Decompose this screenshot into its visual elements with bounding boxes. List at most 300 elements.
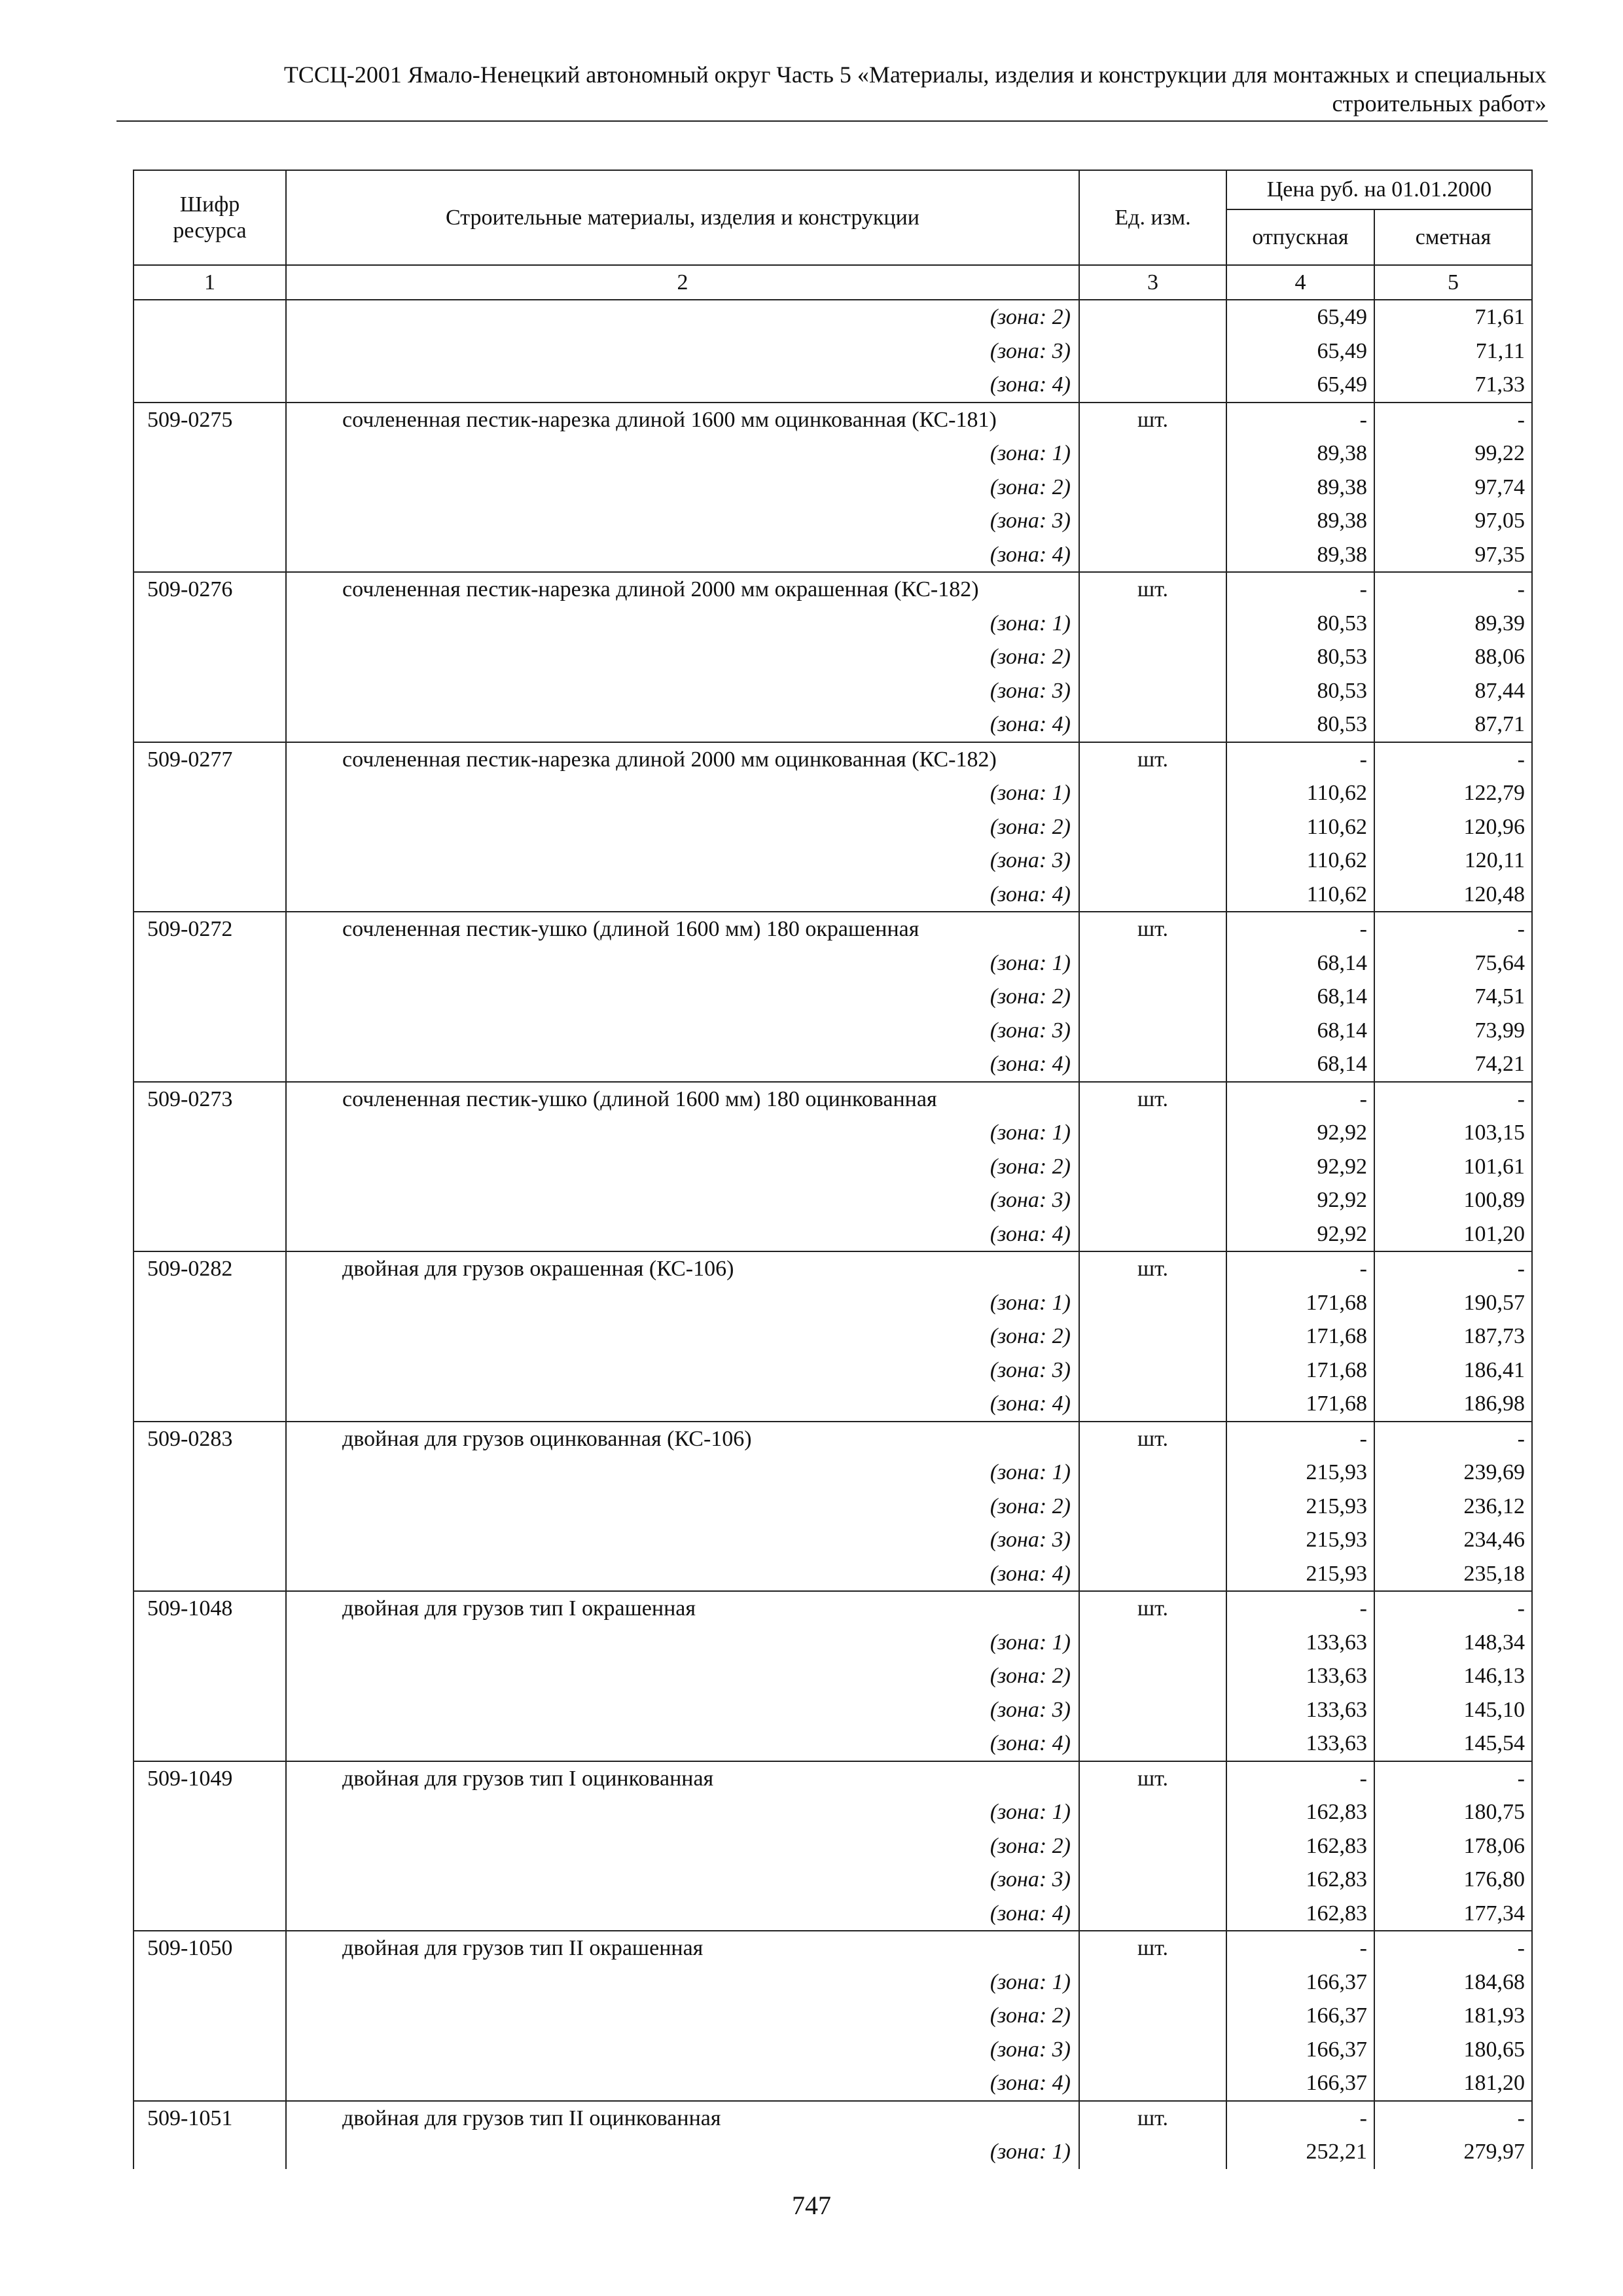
estimate-price: - bbox=[1374, 1251, 1532, 1286]
unit-of-measure bbox=[1079, 1286, 1226, 1320]
resource-code bbox=[134, 1387, 286, 1422]
item-row bbox=[134, 742, 1532, 777]
zone-row bbox=[134, 1965, 1532, 2000]
release-price: 80,53 bbox=[1226, 607, 1374, 641]
unit-of-measure bbox=[1079, 334, 1226, 368]
release-price: 133,63 bbox=[1226, 1693, 1374, 1727]
zone-row bbox=[134, 1626, 1532, 1660]
resource-code bbox=[134, 1116, 286, 1150]
unit-of-measure bbox=[1079, 1047, 1226, 1082]
resource-code: 509-1050 bbox=[134, 1931, 286, 1965]
estimate-price: 97,35 bbox=[1374, 538, 1532, 573]
release-price: 215,93 bbox=[1226, 1557, 1374, 1592]
release-price: 166,37 bbox=[1226, 2033, 1374, 2067]
resource-code bbox=[134, 1965, 286, 2000]
unit-of-measure bbox=[1079, 1014, 1226, 1048]
zone-label: (зона: 1) bbox=[286, 1286, 1079, 1320]
zone-row bbox=[134, 708, 1532, 742]
release-price: - bbox=[1226, 1761, 1374, 1796]
zone-label: (зона: 2) bbox=[286, 1999, 1079, 2033]
estimate-price: 71,11 bbox=[1374, 334, 1532, 368]
unit-of-measure: шт. bbox=[1079, 1422, 1226, 1456]
unit-of-measure bbox=[1079, 708, 1226, 742]
estimate-price: 101,20 bbox=[1374, 1217, 1532, 1252]
release-price: - bbox=[1226, 572, 1374, 607]
resource-code bbox=[134, 1659, 286, 1693]
estimate-price: 178,06 bbox=[1374, 1829, 1532, 1863]
zone-label: (зона: 1) bbox=[286, 2135, 1079, 2169]
item-row bbox=[134, 2101, 1532, 2136]
unit-of-measure bbox=[1079, 1354, 1226, 1388]
unit-of-measure: шт. bbox=[1079, 1591, 1226, 1626]
zone-row bbox=[134, 1557, 1532, 1592]
zone-row bbox=[134, 640, 1532, 674]
zone-row bbox=[134, 334, 1532, 368]
release-price: 68,14 bbox=[1226, 1047, 1374, 1082]
zone-row bbox=[134, 1999, 1532, 2033]
resource-code bbox=[134, 538, 286, 573]
estimate-price: 176,80 bbox=[1374, 1863, 1532, 1897]
unit-of-measure: шт. bbox=[1079, 1082, 1226, 1117]
material-name: сочлененная пестик-нарезка длиной 2000 мм оцинкованная (КС-182) bbox=[286, 742, 1079, 777]
resource-code bbox=[134, 334, 286, 368]
resource-code bbox=[134, 674, 286, 708]
resource-code bbox=[134, 607, 286, 641]
estimate-price: 181,93 bbox=[1374, 1999, 1532, 2033]
zone-label: (зона: 3) bbox=[286, 1354, 1079, 1388]
release-price: 166,37 bbox=[1226, 1965, 1374, 2000]
estimate-price: 100,89 bbox=[1374, 1183, 1532, 1217]
resource-code bbox=[134, 1456, 286, 1490]
resource-code bbox=[134, 1626, 286, 1660]
unit-of-measure bbox=[1079, 1897, 1226, 1931]
unit-of-measure bbox=[1079, 504, 1226, 538]
column-number: 3 bbox=[1079, 265, 1226, 300]
header-code: Шифр ресурса bbox=[134, 170, 286, 265]
release-price: 68,14 bbox=[1226, 1014, 1374, 1048]
unit-of-measure: шт. bbox=[1079, 1931, 1226, 1965]
zone-row bbox=[134, 1014, 1532, 1048]
unit-of-measure bbox=[1079, 1693, 1226, 1727]
release-price: 215,93 bbox=[1226, 1456, 1374, 1490]
resource-code: 509-0276 bbox=[134, 572, 286, 607]
zone-row bbox=[134, 844, 1532, 878]
zone-row bbox=[134, 1387, 1532, 1422]
release-price: 215,93 bbox=[1226, 1523, 1374, 1557]
material-name: двойная для грузов окрашенная (КС-106) bbox=[286, 1251, 1079, 1286]
material-name: сочлененная пестик-нарезка длиной 1600 мм оцинкованная (КС-181) bbox=[286, 403, 1079, 437]
material-name: двойная для грузов тип I оцинкованная bbox=[286, 1761, 1079, 1796]
resource-code bbox=[134, 2066, 286, 2101]
unit-of-measure bbox=[1079, 878, 1226, 912]
release-price: 110,62 bbox=[1226, 878, 1374, 912]
resource-code bbox=[134, 1286, 286, 1320]
zone-label: (зона: 1) bbox=[286, 1965, 1079, 2000]
resource-code: 509-0275 bbox=[134, 403, 286, 437]
resource-code: 509-0283 bbox=[134, 1422, 286, 1456]
estimate-price: 120,96 bbox=[1374, 810, 1532, 844]
zone-label: (зона: 3) bbox=[286, 1183, 1079, 1217]
estimate-price: 186,98 bbox=[1374, 1387, 1532, 1422]
unit-of-measure bbox=[1079, 471, 1226, 505]
estimate-price: 74,51 bbox=[1374, 980, 1532, 1014]
material-name: двойная для грузов оцинкованная (КС-106) bbox=[286, 1422, 1079, 1456]
unit-of-measure bbox=[1079, 1727, 1226, 1761]
price-table bbox=[133, 170, 1533, 2169]
estimate-price: 122,79 bbox=[1374, 776, 1532, 810]
zone-row bbox=[134, 1217, 1532, 1252]
resource-code bbox=[134, 504, 286, 538]
unit-of-measure bbox=[1079, 300, 1226, 334]
unit-of-measure: шт. bbox=[1079, 1251, 1226, 1286]
zone-row bbox=[134, 1150, 1532, 1184]
zone-row bbox=[134, 946, 1532, 980]
release-price: 171,68 bbox=[1226, 1286, 1374, 1320]
material-name: двойная для грузов тип II оцинкованная bbox=[286, 2101, 1079, 2136]
resource-code: 509-0272 bbox=[134, 912, 286, 946]
item-row bbox=[134, 1761, 1532, 1796]
estimate-price: 177,34 bbox=[1374, 1897, 1532, 1931]
header-price-group: Цена руб. на 01.01.2000 bbox=[1226, 170, 1532, 209]
unit-of-measure: шт. bbox=[1079, 1761, 1226, 1796]
zone-label: (зона: 4) bbox=[286, 1897, 1079, 1931]
estimate-price: 71,61 bbox=[1374, 300, 1532, 334]
resource-code bbox=[134, 437, 286, 471]
zone-label: (зона: 2) bbox=[286, 980, 1079, 1014]
release-price: 162,83 bbox=[1226, 1863, 1374, 1897]
header-name: Строительные материалы, изделия и конструкции bbox=[286, 170, 1079, 265]
resource-code bbox=[134, 1354, 286, 1388]
zone-label: (зона: 4) bbox=[286, 1217, 1079, 1252]
estimate-price: 180,65 bbox=[1374, 2033, 1532, 2067]
header-release-price: отпускная bbox=[1226, 209, 1374, 265]
release-price: - bbox=[1226, 1082, 1374, 1117]
release-price: 166,37 bbox=[1226, 1999, 1374, 2033]
release-price: 92,92 bbox=[1226, 1217, 1374, 1252]
zone-label: (зона: 4) bbox=[286, 1387, 1079, 1422]
resource-code bbox=[134, 844, 286, 878]
unit-of-measure bbox=[1079, 844, 1226, 878]
material-name: сочлененная пестик-ушко (длиной 1600 мм) 180 окрашенная bbox=[286, 912, 1079, 946]
resource-code: 509-0277 bbox=[134, 742, 286, 777]
zone-row bbox=[134, 471, 1532, 505]
zone-label: (зона: 2) bbox=[286, 1829, 1079, 1863]
zone-label: (зона: 3) bbox=[286, 1523, 1079, 1557]
zone-label: (зона: 4) bbox=[286, 1557, 1079, 1592]
item-row bbox=[134, 1931, 1532, 1965]
zone-label: (зона: 1) bbox=[286, 607, 1079, 641]
unit-of-measure: шт. bbox=[1079, 572, 1226, 607]
material-name: сочлененная пестик-нарезка длиной 2000 мм окрашенная (КС-182) bbox=[286, 572, 1079, 607]
zone-row bbox=[134, 504, 1532, 538]
release-price: 65,49 bbox=[1226, 300, 1374, 334]
unit-of-measure bbox=[1079, 607, 1226, 641]
release-price: 133,63 bbox=[1226, 1727, 1374, 1761]
estimate-price: 89,39 bbox=[1374, 607, 1532, 641]
zone-row bbox=[134, 878, 1532, 912]
resource-code bbox=[134, 1897, 286, 1931]
zone-row bbox=[134, 1897, 1532, 1931]
resource-code bbox=[134, 946, 286, 980]
release-price: 133,63 bbox=[1226, 1626, 1374, 1660]
unit-of-measure bbox=[1079, 776, 1226, 810]
zone-row bbox=[134, 1456, 1532, 1490]
release-price: - bbox=[1226, 1422, 1374, 1456]
release-price: 89,38 bbox=[1226, 504, 1374, 538]
item-row bbox=[134, 572, 1532, 607]
material-name: двойная для грузов тип II окрашенная bbox=[286, 1931, 1079, 1965]
zone-label: (зона: 3) bbox=[286, 844, 1079, 878]
estimate-price: - bbox=[1374, 742, 1532, 777]
release-price: - bbox=[1226, 1251, 1374, 1286]
zone-row bbox=[134, 1693, 1532, 1727]
zone-row bbox=[134, 1116, 1532, 1150]
release-price: 162,83 bbox=[1226, 1795, 1374, 1829]
resource-code bbox=[134, 1217, 286, 1252]
zone-label: (зона: 4) bbox=[286, 878, 1079, 912]
release-price: 171,68 bbox=[1226, 1319, 1374, 1354]
zone-row bbox=[134, 1727, 1532, 1761]
zone-row bbox=[134, 1829, 1532, 1863]
zone-label: (зона: 2) bbox=[286, 1150, 1079, 1184]
resource-code bbox=[134, 1863, 286, 1897]
estimate-price: 74,21 bbox=[1374, 1047, 1532, 1082]
unit-of-measure bbox=[1079, 1456, 1226, 1490]
header-line-2: строительных работ» bbox=[1332, 90, 1546, 117]
zone-label: (зона: 3) bbox=[286, 1693, 1079, 1727]
unit-of-measure bbox=[1079, 674, 1226, 708]
zone-row bbox=[134, 1286, 1532, 1320]
zone-row bbox=[134, 368, 1532, 403]
zone-label: (зона: 3) bbox=[286, 1863, 1079, 1897]
zone-label: (зона: 2) bbox=[286, 1490, 1079, 1524]
header-line-1: ТССЦ-2001 Ямало-Ненецкий автономный округ Часть 5 «Материалы, изделия и конструкции для монтажных и специальных bbox=[283, 62, 1546, 88]
release-price: 92,92 bbox=[1226, 1183, 1374, 1217]
estimate-price: 101,61 bbox=[1374, 1150, 1532, 1184]
unit-of-measure bbox=[1079, 2033, 1226, 2067]
zone-row bbox=[134, 1319, 1532, 1354]
zone-label: (зона: 3) bbox=[286, 334, 1079, 368]
zone-row bbox=[134, 980, 1532, 1014]
unit-of-measure bbox=[1079, 538, 1226, 573]
resource-code bbox=[134, 1829, 286, 1863]
zone-label: (зона: 2) bbox=[286, 1319, 1079, 1354]
release-price: 162,83 bbox=[1226, 1897, 1374, 1931]
zone-label: (зона: 1) bbox=[286, 437, 1079, 471]
estimate-price: 180,75 bbox=[1374, 1795, 1532, 1829]
release-price: - bbox=[1226, 403, 1374, 437]
zone-row bbox=[134, 1523, 1532, 1557]
table-body bbox=[134, 300, 1532, 2169]
zone-row bbox=[134, 437, 1532, 471]
resource-code: 509-0282 bbox=[134, 1251, 286, 1286]
unit-of-measure bbox=[1079, 1863, 1226, 1897]
release-price: 80,53 bbox=[1226, 708, 1374, 742]
item-row bbox=[134, 1251, 1532, 1286]
release-price: 110,62 bbox=[1226, 776, 1374, 810]
zone-label: (зона: 4) bbox=[286, 1047, 1079, 1082]
release-price: 133,63 bbox=[1226, 1659, 1374, 1693]
zone-row bbox=[134, 2033, 1532, 2067]
unit-of-measure bbox=[1079, 2135, 1226, 2169]
zone-label: (зона: 2) bbox=[286, 300, 1079, 334]
item-row bbox=[134, 1082, 1532, 1117]
resource-code: 509-1051 bbox=[134, 2101, 286, 2136]
release-price: 89,38 bbox=[1226, 471, 1374, 505]
estimate-price: 190,57 bbox=[1374, 1286, 1532, 1320]
unit-of-measure bbox=[1079, 810, 1226, 844]
release-price: 68,14 bbox=[1226, 980, 1374, 1014]
release-price: 68,14 bbox=[1226, 946, 1374, 980]
zone-row bbox=[134, 674, 1532, 708]
zone-label: (зона: 2) bbox=[286, 471, 1079, 505]
resource-code bbox=[134, 1150, 286, 1184]
release-price: - bbox=[1226, 742, 1374, 777]
estimate-price: 146,13 bbox=[1374, 1659, 1532, 1693]
estimate-price: 181,20 bbox=[1374, 2066, 1532, 2101]
zone-row bbox=[134, 1183, 1532, 1217]
estimate-price: 75,64 bbox=[1374, 946, 1532, 980]
column-number: 1 bbox=[134, 265, 286, 300]
resource-code bbox=[134, 300, 286, 334]
resource-code bbox=[134, 1727, 286, 1761]
resource-code bbox=[134, 810, 286, 844]
estimate-price: 234,46 bbox=[1374, 1523, 1532, 1557]
resource-code bbox=[134, 1557, 286, 1592]
resource-code bbox=[134, 878, 286, 912]
resource-code bbox=[134, 2135, 286, 2169]
estimate-price: 120,11 bbox=[1374, 844, 1532, 878]
estimate-price: 97,05 bbox=[1374, 504, 1532, 538]
release-price: 80,53 bbox=[1226, 674, 1374, 708]
zone-row bbox=[134, 2135, 1532, 2169]
release-price: 89,38 bbox=[1226, 538, 1374, 573]
estimate-price: 97,74 bbox=[1374, 471, 1532, 505]
estimate-price: 187,73 bbox=[1374, 1319, 1532, 1354]
unit-of-measure bbox=[1079, 946, 1226, 980]
estimate-price: - bbox=[1374, 1082, 1532, 1117]
resource-code: 509-0273 bbox=[134, 1082, 286, 1117]
estimate-price: - bbox=[1374, 572, 1532, 607]
zone-label: (зона: 4) bbox=[286, 1727, 1079, 1761]
estimate-price: 87,71 bbox=[1374, 708, 1532, 742]
release-price: 171,68 bbox=[1226, 1387, 1374, 1422]
estimate-price: 73,99 bbox=[1374, 1014, 1532, 1048]
unit-of-measure: шт. bbox=[1079, 742, 1226, 777]
header-estimate-price: сметная bbox=[1374, 209, 1532, 265]
unit-of-measure bbox=[1079, 1829, 1226, 1863]
unit-of-measure bbox=[1079, 640, 1226, 674]
release-price: 65,49 bbox=[1226, 334, 1374, 368]
unit-of-measure bbox=[1079, 1319, 1226, 1354]
resource-code bbox=[134, 1490, 286, 1524]
unit-of-measure bbox=[1079, 1183, 1226, 1217]
release-price: - bbox=[1226, 1931, 1374, 1965]
zone-label: (зона: 4) bbox=[286, 708, 1079, 742]
estimate-price: - bbox=[1374, 1422, 1532, 1456]
item-row bbox=[134, 1591, 1532, 1626]
unit-of-measure bbox=[1079, 1659, 1226, 1693]
zone-label: (зона: 1) bbox=[286, 1116, 1079, 1150]
estimate-price: 71,33 bbox=[1374, 368, 1532, 403]
release-price: 166,37 bbox=[1226, 2066, 1374, 2101]
page-number: 747 bbox=[792, 2191, 831, 2220]
zone-label: (зона: 1) bbox=[286, 1626, 1079, 1660]
zone-row bbox=[134, 1863, 1532, 1897]
resource-code bbox=[134, 1014, 286, 1048]
release-price: 65,49 bbox=[1226, 368, 1374, 403]
column-number: 2 bbox=[286, 265, 1079, 300]
release-price: - bbox=[1226, 1591, 1374, 1626]
release-price: 92,92 bbox=[1226, 1150, 1374, 1184]
estimate-price: 235,18 bbox=[1374, 1557, 1532, 1592]
zone-label: (зона: 1) bbox=[286, 946, 1079, 980]
zone-label: (зона: 1) bbox=[286, 776, 1079, 810]
zone-row bbox=[134, 1490, 1532, 1524]
zone-label: (зона: 3) bbox=[286, 2033, 1079, 2067]
item-row bbox=[134, 1422, 1532, 1456]
unit-of-measure bbox=[1079, 1523, 1226, 1557]
estimate-price: 148,34 bbox=[1374, 1626, 1532, 1660]
zone-label: (зона: 3) bbox=[286, 674, 1079, 708]
estimate-price: 87,44 bbox=[1374, 674, 1532, 708]
unit-of-measure bbox=[1079, 1626, 1226, 1660]
zone-row bbox=[134, 1354, 1532, 1388]
column-number: 5 bbox=[1374, 265, 1532, 300]
zone-label: (зона: 3) bbox=[286, 504, 1079, 538]
zone-label: (зона: 4) bbox=[286, 368, 1079, 403]
release-price: 171,68 bbox=[1226, 1354, 1374, 1388]
unit-of-measure bbox=[1079, 1387, 1226, 1422]
unit-of-measure bbox=[1079, 2066, 1226, 2101]
estimate-price: 279,97 bbox=[1374, 2135, 1532, 2169]
resource-code: 509-1048 bbox=[134, 1591, 286, 1626]
material-name: двойная для грузов тип I окрашенная bbox=[286, 1591, 1079, 1626]
zone-row bbox=[134, 1047, 1532, 1082]
zone-label: (зона: 1) bbox=[286, 1456, 1079, 1490]
zone-label: (зона: 2) bbox=[286, 810, 1079, 844]
unit-of-measure bbox=[1079, 368, 1226, 403]
unit-of-measure bbox=[1079, 1490, 1226, 1524]
resource-code: 509-1049 bbox=[134, 1761, 286, 1796]
estimate-price: 99,22 bbox=[1374, 437, 1532, 471]
unit-of-measure bbox=[1079, 1217, 1226, 1252]
estimate-price: - bbox=[1374, 1761, 1532, 1796]
release-price: 162,83 bbox=[1226, 1829, 1374, 1863]
estimate-price: 120,48 bbox=[1374, 878, 1532, 912]
resource-code bbox=[134, 2033, 286, 2067]
estimate-price: - bbox=[1374, 403, 1532, 437]
zone-label: (зона: 2) bbox=[286, 1659, 1079, 1693]
resource-code bbox=[134, 1183, 286, 1217]
zone-label: (зона: 1) bbox=[286, 1795, 1079, 1829]
estimate-price: 145,54 bbox=[1374, 1727, 1532, 1761]
resource-code bbox=[134, 1693, 286, 1727]
zone-row bbox=[134, 607, 1532, 641]
estimate-price: - bbox=[1374, 2101, 1532, 2136]
resource-code bbox=[134, 1999, 286, 2033]
header-unit: Ед. изм. bbox=[1079, 170, 1226, 265]
zone-label: (зона: 4) bbox=[286, 538, 1079, 573]
zone-row bbox=[134, 776, 1532, 810]
resource-code bbox=[134, 471, 286, 505]
resource-code bbox=[134, 368, 286, 403]
zone-label: (зона: 4) bbox=[286, 2066, 1079, 2101]
unit-of-measure bbox=[1079, 1557, 1226, 1592]
unit-of-measure: шт. bbox=[1079, 912, 1226, 946]
resource-code bbox=[134, 1319, 286, 1354]
unit-of-measure bbox=[1079, 1795, 1226, 1829]
